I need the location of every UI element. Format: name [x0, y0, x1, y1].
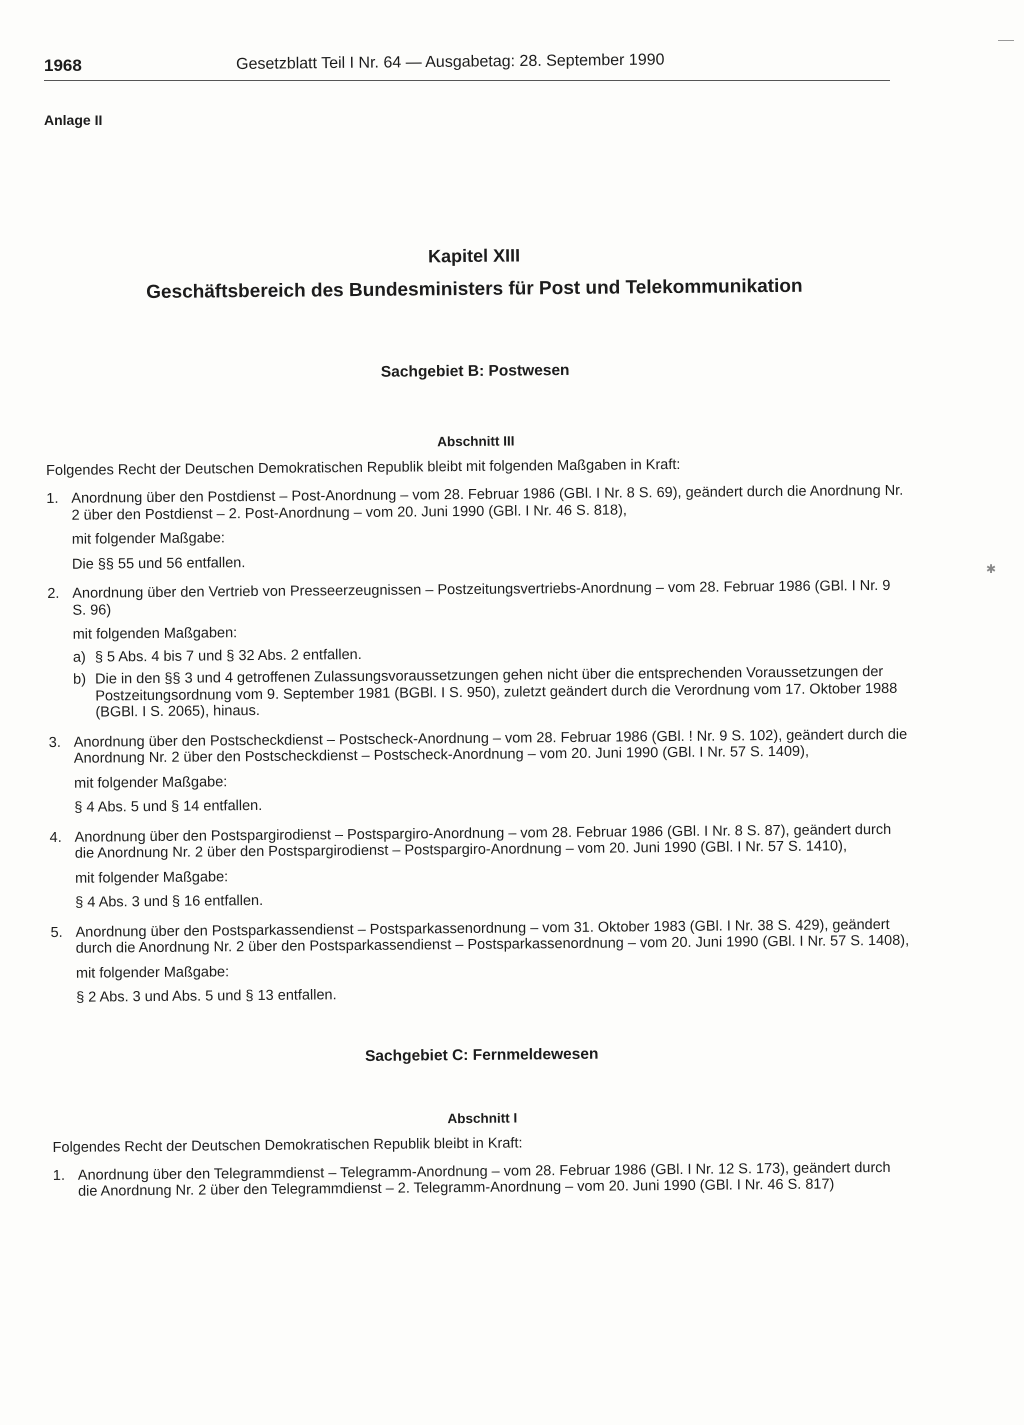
item-text: Anordnung über den Postscheckdienst – Postscheck-Anordnung – vom 28. Februar 1986 (GBl. ! Nr. 9 S. 102), geändert durch die Anordnung Nr. 2 über den Postscheckdienst – Postscheck-Anordnung – vom 20. Juni 1990 (GBl. I Nr. 57 S. 1409),: [73, 726, 908, 767]
item-text: Anordnung über den Postsparkassendienst – Postsparkassenordnung – vom 31. Oktober 1983 (GBl. I Nr. 38 S. 429), geändert durch die Anordnung Nr. 2 über den Postsparkassendienst – Postsparkassenordnung – vom 20. Juni 1990 (GBl. I Nr. 57 S. 1408),: [75, 916, 910, 957]
page-header: [44, 51, 890, 81]
item-text: Anordnung über den Vertrieb von Presseerzeugnissen – Postzeitungsvertriebs-Anordnung – vom 28. Februar 1986 (GBl. I Nr. 9 S. 96): [72, 577, 891, 619]
margin-mark: [998, 40, 1014, 41]
item-text: Anordnung über den Telegrammdienst – Telegramm-Anordnung – vom 28. Februar 1986 (GBl. I Nr. 12 S. 173), geändert durch die Anordnung Nr. 2 über den Telegrammdienst – 2. Telegramm-Anordnung – vom 20. Juni 1990 (GBl. I Nr. 46 S. 817): [77, 1159, 891, 1200]
item-number: 1.: [46, 490, 59, 507]
gazette-title: Gesetzblatt Teil I Nr. 64 — Ausgabetag: 28. September 1990: [236, 51, 665, 73]
sub-item-text: § 5 Abs. 4 bis 7 und § 32 Abs. 2 entfallen.: [94, 646, 362, 666]
chapter-subtitle: Geschäftsbereich des Bundesministers für Post und Telekommunikation: [146, 275, 803, 304]
annex-label: Anlage II: [44, 112, 103, 128]
proviso-label: mit folgender Maßgabe:: [71, 530, 225, 548]
item-number: 5.: [50, 924, 63, 941]
proviso-label: mit folgender Maßgabe:: [75, 963, 230, 982]
list-item: [50, 916, 911, 1006]
list-item: [53, 1159, 913, 1200]
item-number: 1.: [52, 1167, 66, 1184]
proviso-label: mit folgender Maßgabe:: [74, 868, 229, 887]
sub-item-text: Die in den §§ 3 und 4 getroffenen Zulassungsvoraussetzungen gehen nicht über die entsprechenden Voraussetzungen der Postzeitungsordnung vom 9. September 1981 (BGBl. I S. 950), zuletzt geändert durch die Verordnung vom 17. Oktober 1988 (BGBl. I S. 2065), hinaus.: [95, 663, 898, 721]
section-b-abschnitt: Abschnitt III: [437, 433, 515, 450]
section-b-intro: Folgendes Recht der Deutschen Demokratischen Republik bleibt mit folgenden Maßgaben in Kraft:: [46, 456, 681, 479]
proviso-label: mit folgender Maßgabe:: [74, 773, 228, 792]
sub-item: [73, 664, 908, 722]
proviso-text: § 4 Abs. 3 und § 16 entfallen.: [75, 892, 264, 911]
list-item: [49, 726, 910, 816]
section-c-title: Sachgebiet C: Fernmeldewesen: [364, 1045, 599, 1065]
proviso-text: § 2 Abs. 3 und Abs. 5 und § 13 entfallen.: [76, 987, 337, 1006]
sub-item: [73, 641, 908, 666]
scan-speck: ✱: [986, 562, 997, 576]
section-c-abschnitt: Abschnitt I: [447, 1109, 518, 1126]
item-number: 3.: [48, 734, 61, 751]
list-item: [50, 821, 911, 911]
sub-item-label: a): [72, 649, 86, 666]
chapter-title: Kapitel XIII: [427, 245, 521, 267]
proviso-label: mit folgenden Maßgaben:: [72, 625, 238, 643]
proviso-text: § 4 Abs. 5 und § 14 entfallen.: [74, 797, 263, 816]
proviso-text: Die §§ 55 und 56 entfallen.: [71, 554, 246, 573]
page-number: 1968: [44, 56, 82, 75]
item-number: 2.: [47, 585, 60, 602]
item-text: Anordnung über den Postspargirodienst – Postspargiro-Anordnung – vom 28. Februar 1986 (GBl. I Nr. 8 S. 87), geändert durch die Anordnung Nr. 2 über den Postspargirodienst – Postspargiro-Anordnung – vom 20. Juni 1990 (GBl. I Nr. 57 S. 1410),: [74, 821, 892, 862]
section-b-title: Sachgebiet B: Postwesen: [380, 361, 570, 381]
item-text: Anordnung über den Postdienst – Post-Anordnung – vom 28. Februar 1986 (GBl. I Nr. 8 S. 69), geändert durch die Anordnung Nr. 2 über den Postdienst – 2. Post-Anordnung – vom 20. Juni 1990 (GBl. I Nr. 46 S. 818),: [71, 482, 904, 524]
list-item: [46, 483, 907, 573]
list-item: [47, 578, 908, 722]
sub-item-label: b): [73, 671, 87, 688]
item-number: 4.: [49, 829, 62, 846]
section-c-intro: Folgendes Recht der Deutschen Demokratischen Republik bleibt in Kraft:: [52, 1134, 523, 1156]
document-body: [44, 242, 913, 1201]
